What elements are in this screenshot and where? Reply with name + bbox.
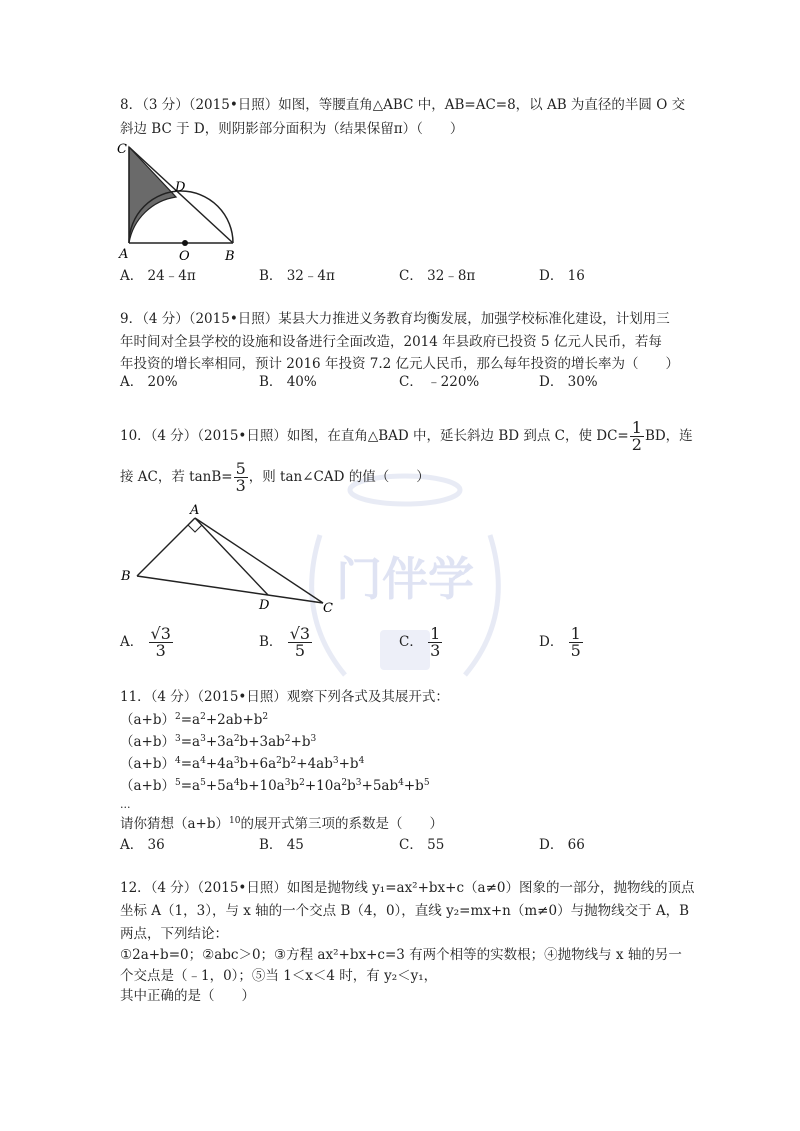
q10-choice-d[interactable]: D． $\frac{1}{5}$ [539,624,581,660]
q12-text-line-6: 其中正确的是（ ） [120,988,255,1004]
q10-choice-c[interactable]: C． $\frac{1}{3}$ [399,624,441,660]
q10-label-c: C [323,601,333,615]
q12-text-line-1: 12．（4 分）（2015•日照）如图是抛物线 y₁=ax²+bx+c（a≠0）图象的一部分，抛物线的顶点 [120,880,695,896]
q10-label-b: B [121,569,131,584]
q11-choice-d[interactable]: D． 66 [539,837,585,853]
q11-question: 请你猜想$(a+b)^{10}$的展开式第三项的系数是（ ） [120,816,443,832]
q9-choice-a[interactable]: A． 20% [120,374,178,390]
q8-choice-d[interactable]: D． 16 [539,268,585,284]
q10-side-ad [195,518,268,595]
q11-choice-b[interactable]: B． 45 [259,837,304,853]
q11-ellipsis: ... [120,798,131,811]
q10-text-line-2: 接 AC，若 tanB= $\frac{5}{3}$ ，则 tan∠CAD 的值（ ） [120,459,430,495]
q8-label-c: C [117,142,127,157]
q8-label-b: B [225,249,235,264]
q8-label-a: A [119,247,129,262]
q12-text-line-5: 个交点是（﹣1，0）；⑤当 1＜x＜4 时，有 y₂＜y₁， [120,968,438,984]
q10-side-ac [195,518,323,603]
q11-choice-c[interactable]: C． 55 [399,837,445,853]
q10-choice-b[interactable]: B． $\frac{√3}{5}$ [259,624,311,660]
q8-choice-a[interactable]: A． 24﹣4π [120,268,196,284]
q12-text-line-2: 坐标 A（1，3），与 x 轴的一个交点 B（4，0），直线 y₂=mx+n（m≠0）与抛物线交于 A，B [120,903,690,919]
q11-expansion-2: $(a+b)^2=a^2+2ab+b^2$ [120,712,269,728]
q8-text-line-2: 斜边 BC 于 D，则阴影部分面积为（结果保留π）（ ） [120,121,464,137]
q10-fraction-tan: $\frac{5}{3}$ [235,459,246,495]
q9-choice-b[interactable]: B． 40% [259,374,317,390]
q10-figure [115,500,345,615]
q9-choice-c[interactable]: C． ﹣220% [399,374,480,390]
q10-choices [120,626,680,666]
q10-fraction-half: $\frac{1}{2}$ [631,418,642,454]
q8-label-d: D [175,180,186,195]
q10-label-a: A [190,503,200,518]
q9-choice-d[interactable]: D． 30% [539,374,598,390]
q12-text-line-4: ①2a+b=0；②abc＞0；③方程 ax²+bx+c=3 有两个相等的实数根；④抛物线与 x 轴的另一 [120,947,682,963]
q10-label-d: D [259,598,270,613]
q8-choice-b[interactable]: B． 32﹣4π [259,268,335,284]
q10-text-line-1: 10．（4 分）（2015•日照）如图，在直角△BAD 中，延长斜边 BD 到点 C，使 DC= $\frac{1}{2}$ BD，连 [120,418,693,454]
q9-text-line-3: 年投资的增长率相同，预计 2016 年投资 7.2 亿元人民币，那么每年投资的增长率为（ ） [120,356,679,372]
q10-side-bc [137,576,323,603]
watermark-text: 门伴学 [336,552,474,606]
q8-figure [115,140,250,265]
q11-expansion-4: $(a+b)^4=a^4+4a^3b+6a^2b^2+4ab^3+b^4$ [120,756,365,772]
q8-shaded-region [129,147,176,243]
q9-text-line-2: 年时间对全县学校的设施和设备进行全面改造，2014 年县政府已投资 5 亿元人民币，若每 [120,334,662,350]
q8-choice-c[interactable]: C． 32﹣8π [399,268,476,284]
q9-text-line-1: 9．（4 分）（2015•日照）某县大力推进义务教育均衡发展，加强学校标准化建设，计划用三 [120,311,670,327]
q11-choices [120,835,680,855]
q8-choices [120,266,680,286]
q12-text-line-3: 两点，下列结论： [120,926,228,942]
q9-choices [120,372,680,392]
q8-text-line-1: 8．（3 分）（2015•日照）如图，等腰直角△ABC 中，AB=AC=8，以 AB 为直径的半圆 O 交 [120,97,686,113]
q10-choice-a[interactable]: A． $\frac{√3}{3}$ [120,624,171,660]
q10-side-ab [137,518,195,576]
q11-expansion-3: $(a+b)^3=a^3+3a^2b+3ab^2+b^3$ [120,734,317,750]
q11-choice-a[interactable]: A． 36 [120,837,165,853]
q11-text-line-1: 11．（4 分）（2015•日照）观察下列各式及其展开式： [120,689,449,705]
q8-center-o [182,240,188,246]
q11-expansion-5: $(a+b)^5=a^5+5a^4b+10a^3b^2+10a^2b^3+5ab^4+b^5$ [120,778,430,794]
q8-label-o: O [179,249,190,264]
q10-right-angle-mark [188,525,202,532]
